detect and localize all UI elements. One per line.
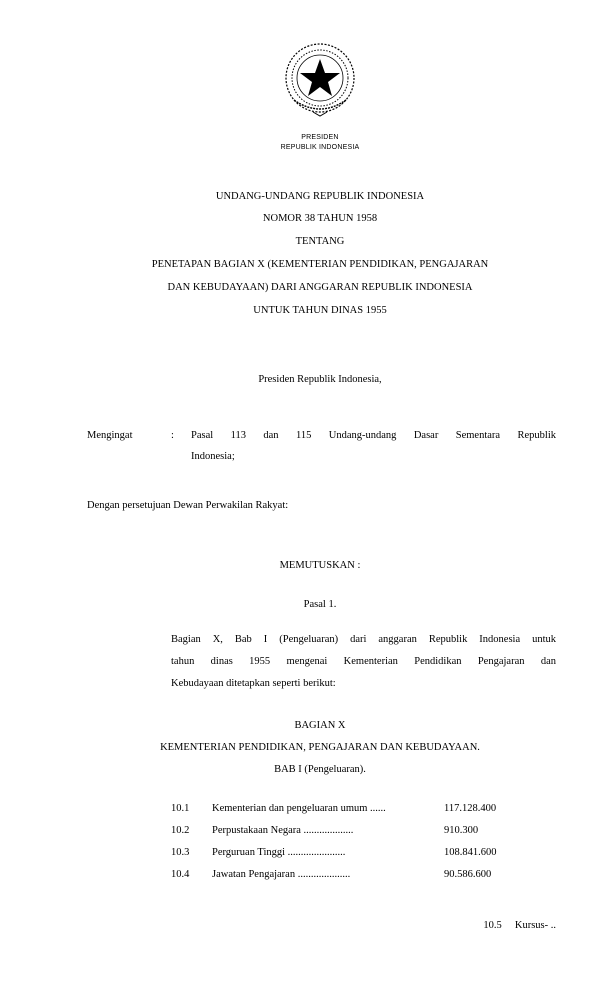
table-row: [171, 825, 551, 841]
law-tentang: TENTANG: [295, 236, 345, 247]
table-row: [171, 847, 551, 863]
row-number: 10.2: [171, 825, 190, 836]
row-number: 10.3: [171, 847, 190, 858]
row-description: Jawatan Pengajaran ....................: [212, 869, 351, 880]
table-row: [171, 869, 551, 885]
row-amount: 108.841.600: [444, 847, 497, 858]
law-title: UNDANG-UNDANG REPUBLIK INDONESIA: [215, 191, 425, 202]
president-heading: Presiden Republik Indonesia,: [258, 374, 382, 385]
bagian-heading: BAGIAN X: [294, 720, 346, 731]
pasal-body-line2: tahun dinas 1955 mengenai Kementerian Pendidikan Pengajaran dan: [171, 656, 556, 667]
row-description: Perpustakaan Negara ...................: [212, 825, 354, 836]
law-subject-line1: PENETAPAN BAGIAN X (KEMENTERIAN PENDIDIKAN, PENGAJARAN: [151, 259, 489, 270]
row-description: Kementerian dan pengeluaran umum ......: [212, 803, 386, 814]
mengingat-label: Mengingat: [87, 430, 133, 441]
row-number: 10.1: [171, 803, 190, 814]
garuda-star-emblem-icon: [280, 40, 360, 120]
bab-heading: BAB I (Pengeluaran).: [274, 764, 366, 775]
row-amount: 910.300: [444, 825, 479, 836]
row-amount: 117.128.400: [444, 803, 497, 814]
seal-presiden: PRESIDEN: [301, 134, 339, 141]
row-amount: 90.586.600: [444, 869, 492, 880]
mengingat-text-line2: Indonesia;: [191, 451, 235, 462]
mengingat-colon: :: [171, 430, 174, 441]
table-row: [171, 803, 551, 819]
row-number: 10.4: [171, 869, 190, 880]
law-subject-line3: UNTUK TAHUN DINAS 1955: [253, 305, 387, 316]
pasal-heading: Pasal 1.: [303, 599, 337, 610]
pasal-body-line1: Bagian X, Bab I (Pengeluaran) dari anggaran Republik Indonesia untuk: [171, 634, 556, 645]
persetujuan-text: Dengan persetujuan Dewan Perwakilan Rakyat:: [87, 500, 289, 511]
pasal-body-line3: Kebudayaan ditetapkan seperti berikut:: [171, 678, 336, 689]
seal-republik-indonesia: REPUBLIK INDONESIA: [280, 144, 360, 151]
mengingat-text-line1: Pasal 113 dan 115 Undang-undang Dasar Sementara Republik: [191, 430, 556, 441]
law-subject-line2: DAN KEBUDAYAAN) DARI ANGGARAN REPUBLIK INDONESIA: [167, 282, 473, 293]
page-continuation: 10.5 Kursus- ..: [483, 920, 556, 931]
row-description: Perguruan Tinggi ......................: [212, 847, 346, 858]
kementerian-heading: KEMENTERIAN PENDIDIKAN, PENGAJARAN DAN KEBUDAYAAN.: [160, 742, 480, 753]
memutuskan-heading: MEMUTUSKAN :: [279, 560, 361, 571]
law-number: NOMOR 38 TAHUN 1958: [262, 213, 378, 224]
